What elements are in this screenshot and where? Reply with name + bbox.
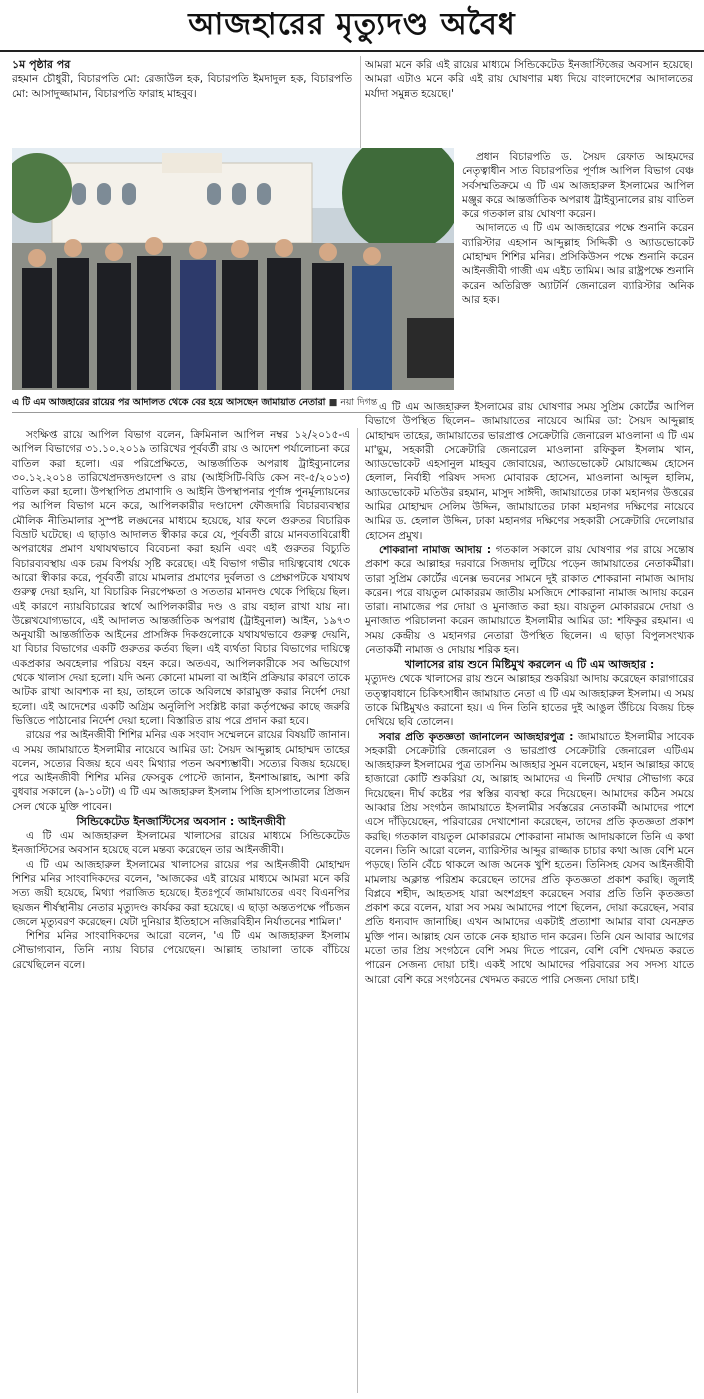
paragraph: শিশির মনির সাংবাদিকদের আরো বলেন, 'এ টি এম আজহারুল ইসলাম সৌভাগ্যবান, তিনি ন্যায় বিচার পেয়েছেন। আল্লাহ তায়ালা তাকে বাঁচিয়ে রেখেছিলেন বলে। bbox=[12, 930, 350, 971]
section-text: গতকাল সকালে রায় ঘোষণার পর রায়ে সন্তোষ প্রকাশ করে আল্লাহর দরবারে সিজদায় লুটিয়ে পড়েন জামায়াতের নেতাকর্মীরা। তারা সুপ্রিম কোর্টের এনেক্স ভবনের সামনে দুই রাকাত শোকরানা নামাজ আদায় করেন। পরে বায়তুল মোকাররম জাতীয় মসজিদে শোকরানা নামাজ আদায় করেন তারা। নামাজের পর দোয়া ও মুনাজাত করা হয়। বায়তুল মোকাররমে দোয়া ও মুনাজাত পরিচালনা করেন জামায়াতে ইসলামীর আমির ডা: শফিকুর রহমান। এ সময় কেন্দ্রীয় ও মহানগর নেতারা উপস্থিত ছিলেন। এ ছাড়া বিপুলসংখ্যক নেতাকর্মী নামাজ ও দোয়ায় শরিক হন। bbox=[365, 543, 694, 657]
left-column bbox=[12, 428, 350, 1396]
paragraph: এ টি এম আজহারুল ইসলামের খালাসের রায়ের মাধ্যমে সিন্ডিকেটেড ইনজাস্টিসের অবসান হয়েছে বলে মন্তব্য করেছেন তার আইনজীবী। bbox=[12, 830, 350, 857]
paragraph: রায়ের পর আইনজীবী শিশির মনির এক সংবাদ সম্মেলনে রায়ের বিষয়টি জানান। এ সময় জামায়াতে ইসলামীর নায়েবে আমির ডা: সৈয়দ আব্দুল্লাহ মোহাম্মদ তাহের বলেন, সত্যের বিজয় হবে এবং মিথ্যার পতন অবশ্যম্ভাবী। সত্যের বিজয় হয়েছে। পরে আইনজীবী শিশির মনির ফেসবুক পোস্টে জানান, ইনশাআল্লাহ, আশা করি বুধবার সকালে (৯-১০টা) এ টি এম আজহারুল ইসলাম পিজি হাসপাতালের প্রিজন সেল থেকে মুক্তি পাবেন। bbox=[12, 729, 350, 813]
top-right-text: আমরা মনে করি এই রায়ের মাধ্যমে সিন্ডিকেটেড ইনজাস্টিজের অবসান হয়েছে। আমরা এটাও মনে করি এই রায় ঘোষণার মধ্য দিয়ে বাংলাদেশের আদালতের মর্যাদা সমুন্নত হয়েছে।' bbox=[365, 59, 693, 100]
subhead: সিন্ডিকেটেড ইনজাস্টিসের অবসান : আইনজীবী bbox=[76, 815, 286, 829]
paragraph: এ টি এম আজহারুল ইসলামের খালাসের রায়ের পর আইনজীবী মোহাম্মদ শিশির মনির সাংবাদিকদের বলেন, 'আজকের এই রায়ের মাধ্যমে আমরা মনে করি সত্য জয়ী হয়েছে, মিথ্যা পরাজিত হয়েছে। ইতঃপূর্বে জামায়াতের এবং বিএনপির ছয়জন শীর্ষস্থানীয় নেতার মৃত্যুদণ্ড কার্যকর করা হয়েছে। এ ছাড়া অন্ততপক্ষে পাঁচজন জেলে মৃত্যুবরণ করেছেন। যেটা দুনিয়ার ইতিহাসে নজিরবিহীন নির্যাতনের শামিল।' bbox=[12, 858, 350, 928]
news-photo bbox=[12, 148, 454, 390]
paragraph: আদালতে এ টি এম আজহারের পক্ষে শুনানি করেন ব্যারিস্টার এহসান আব্দুল্লাহ সিদ্দিকী ও অ্যাডভোকেট মোহাম্মদ শিশির মনির। প্রসিকিউসন পক্ষে শুনানি করেন আইনজীবী গাজী এম এইচ তামিম। আর রাষ্ট্রপক্ষে শুনানি করেন অতিরিক্ত অ্যাটর্নি জেনারেল ব্যারিস্টার অনিক আর হক। bbox=[462, 222, 694, 306]
caption-source: ■ নয়া দিগন্ত bbox=[328, 397, 378, 408]
section-label: শোকরানা নামাজ আদায় : bbox=[379, 543, 491, 556]
caption-text: এ টি এম আজহারের রায়ের পর আদালত থেকে বের হয়ে আসছেন জামায়াত নেতারা bbox=[12, 397, 326, 408]
column-rule bbox=[357, 428, 358, 1393]
top-right-column bbox=[365, 58, 693, 146]
section-text: জামায়াতে ইসলামীর সাবেক সহকারী সেক্রেটারি জেনারেল ও ভারপ্রাপ্ত সেক্রেটারি জেনারেল এটিএম আজহারুল ইসলামের পুত্র তাসনিম আজহার সুমন বলেছেন, মহান আল্লাহর কাছে হাজারো কোটি শুকরিয়া যে, আল্লাহ আমাদের এ দিনটি দেখার সৌভাগ্য করে দিয়েছেন। দীর্ঘ কষ্টের পর স্বস্তির ব্যবস্থা করে দিয়েছেন। আমাদের কঠিন সময়ে আব্বার প্রিয় সংগঠন জামায়াতে ইসলামীর সর্বস্তরের নেতাকর্মী আমাদের পাশে এসে দাঁড়িয়েছেন, পরিবারের দেখাশোনা করেছেন, তাদের প্রতি কৃতজ্ঞতা প্রকাশ করছি। গতকাল বায়তুল মোকাররমে শোকরানা নামাজ আদায়কালে তিনি এ কথা বলেন। তিনি আরো বলেন, ব্যারিস্টার আব্দুর রাজ্জাক চাচার কথা আজ বেশি মনে পড়ছে। তিনি বেঁচে থাকলে আজ অনেক খুশি হতেন। তিনিসহ যেসব আইনজীবী মামলায় অক্লান্ত পরিশ্রম করেছেন তাদের প্রতি কৃতজ্ঞতা প্রকাশ করছি। জুলাই বিপ্লবে শহীদ, আহতসহ যারা অংশগ্রহণ করেছেন সবার প্রতি তিনি কৃতজ্ঞতা প্রকাশ করে বলেন, যারা সব সময় আমাদের পাশে ছিলেন, দোয়া করেছেন, সবার প্রতি ধন্যবাদ জানাচ্ছি। এখন আমাদের একটাই প্রত্যাশা আমার বাবা যেনদ্রুত মুক্তি পান। আল্লাহ যেন তাকে নেক হায়াত দান করেন। তিনি যেন আবার আগের মতো তার প্রিয় সংগঠনে বেশি সময় দিতে পারেন, বেশি বেশি খেদমত করতে পারেন সেজন্য দোয়া চাই। একই সাথে আমাদের পরিবারের সব সদস্য যাতে আরো বেশি করে সংগঠনের খেদমত করতে পারি সেজন্য দোয়া চাই। bbox=[365, 730, 694, 986]
paragraph: এ টি এম আজহারুল ইসলামের রায় ঘোষণার সময় সুপ্রিম কোর্টের আপিল বিভাগে উপস্থিত ছিলেন– জামায়াতের নায়েবে আমির ডা: সৈয়দ আব্দুল্লাহ মোহাম্মদ তাহের, জামায়াতের ভারপ্রাপ্ত সেক্রেটারি জেনারেল মাওলানা এ টি এম মা'ছুম, সহকারী সেক্রেটারি জেনারেল মাওলানা রফিকুল ইসলাম খান, অ্যাডভোকেট এহসানুল মাহবুব জোবায়ের, অ্যাডভোকেট মোয়াজ্জেম হোসেন হেলাল, নির্বাহী পরিষদ সদস্য মোবারক হোসেন, মাওলানা আব্দুল হালিম, অ্যাডভোকেট মতিউর রহমান, মাসুদ সাঈদী, জামায়াতের ঢাকা মহানগর উত্তরের আমির মোহাম্মদ সেলিম উদ্দিন, জামায়াতের ঢাকা মহানগর দক্ষিণের নায়েবে আমির ড. হেলাল উদ্দিন, ঢাকা মহানগর দক্ষিণের সহকারী সেক্রেটারি দেলোয়ার হোসেন প্রমুখ। bbox=[365, 401, 694, 542]
top-left-text: রহমান চৌধুরী, বিচারপতি মো: রেজাউল হক, বিচারপতি ইমদাদুল হক, বিচারপতি মো: আসাদুজ্জামান, বিচারপতি ফারাহ মাহবুব। bbox=[12, 73, 352, 100]
kicker: ১ম পৃষ্ঠার পর bbox=[12, 58, 71, 71]
subhead: খালাসের রায় শুনে মিষ্টিমুখ করলেন এ টি এম আজহার : bbox=[404, 658, 655, 672]
paragraph: সংক্ষিপ্ত রায়ে আপিল বিভাগ বলেন, ক্রিমিনাল আপিল নম্বর ১২/২০১৫-এ আপিল বিভাগের ৩১.১০.২০১৯ তারিখের পূর্ববর্তী রায় ও আদেশ পর্যালোচনা করে বাতিল করা হলো। এর পরিপ্রেক্ষিতে, আন্তর্জাতিক অপরাধ ট্রাইব্যুনালের ৩০.১২.২০১৪ তারিখেপ্রদত্তদণ্ডাদেশ ও রায় (আইসিটি-বিডি কেস নং-৫/২০১৩) বাতিল করা হলো। উপস্থাপিত প্রমাণাদি ও আইনি উপস্থাপনার পূর্ণাঙ্গ পুনর্মূল্যায়নের পর আপিল বিভাগ মনে করে, আপিলকারীর দণ্ডাদেশ ফৌজদারি বিচারব্যবস্থার মৌলিক নীতিমালার সুস্পষ্ট লঙ্ঘনের মাধ্যমে হয়েছে, যার ফলে গুরুতর বিচারিক বিভ্রাট ঘটেছে। এ ছাড়াও আদালত স্বীকার করে যে, পূর্ববর্তী রায়ে মানবতাবিরোধী অপরাধের প্রমাণ যথাযথভাবে বিবেচনা করা হয়নি এবং এই গুরুতর বিচ্যুতি বিচারব্যবস্থায় এক চরম বিপর্যয় সৃষ্টি করেছে। এই বিভাগ গভীর দায়িত্ববোধ থেকে আরো স্বীকার করে, পূর্ববর্তী রায়ে মামলার প্রমাণের দুর্বলতা ও প্রেক্ষাপটকে যথাযথ গুরুত্ব দেয়া হয়নি, যা বিচারিক নিরপেক্ষতা ও সততার মানদণ্ড থেকে পিছিয়ে ছিল। এই কারণে ন্যায়বিচারের স্বার্থে আপিলকারীর দণ্ড ও রায় বহাল রাখা যায় না। উল্লেখযোগ্যভাবে, এই আদালত আন্তর্জাতিক অপরাধ (ট্রাইবুনাল) আইন, ১৯৭৩ অনুযায়ী আন্তর্জাতিক আইনের প্রাসঙ্গিক দিকগুলোকে যথাযথভাবে গুরুত্ব দেয়নি, যা বিচার বিভাগের একটি গুরুতর কর্তব্য ছিল। এই ব্যর্থতা বিচার বিভাগের দায়িত্বে একপ্রকার অবহেলার পরিচয় বহন করে। অতএব, আপিলকারীকে সব অভিযোগ থেকে খালাস দেয়া হলো। যদি অন্য কোনো মামলা বা আইনি প্রক্রিয়ার কারণে তাকে আটক রাখা আবশ্যক না হয়, তাহলে তাকে অবিলম্বে কারামুক্ত করার নির্দেশ দেয়া হলো। এই আদেশের একটি অগ্রিম অনুলিপি সংশ্লিষ্ট কারা কর্তৃপক্ষের কাছে জরুরি ভিত্তিতে পাঠানোর নির্দেশ দেয়া হলো। বিস্তারিত রায় পরে প্রদান করা হবে। bbox=[12, 429, 350, 727]
court-building-illustration bbox=[12, 148, 454, 390]
column-rule bbox=[360, 56, 361, 148]
section-text: মৃত্যুদণ্ড থেকে খালাসের রায় শুনে আল্লাহর শুকরিয়া আদায় করেছেন কারাগারের তত্ত্বাবধানে চিকিৎসাধীন জামায়াত নেতা এ টি এম আজহারুল ইসলাম। এ সময় তাকে মিষ্টিমুখও করানো হয়। এ দিন তিনি হাতের দুই আঙুল উঁচিয়ে বিজয় চিহ্ন দেখিয়ে ছবি তোলেন। bbox=[365, 673, 694, 729]
section-label: সবার প্রতি কৃতজ্ঞতা জানালেন আজহারপুত্র : bbox=[379, 730, 574, 743]
paragraph: প্রধান বিচারপতি ড. সৈয়দ রেফাত আহমদের নেতৃত্বাধীন সাত বিচারপতির পূর্ণাঙ্গ আপিল বিভাগ বেঞ্চ সর্বসম্মতিক্রমে এ টি এম আজহারুল ইসলামের আপিল মঞ্জুর করে আন্তর্জাতিক অপরাধ ট্রাইব্যুনালের রায় বাতিল করে গতকাল রায় ঘোষণা করেন। bbox=[462, 151, 694, 221]
right-column-lower bbox=[365, 400, 694, 1395]
top-left-column bbox=[12, 58, 352, 146]
right-column bbox=[462, 150, 694, 390]
headline: আজহারের মৃত্যুদণ্ড অবৈধ bbox=[0, 0, 704, 52]
